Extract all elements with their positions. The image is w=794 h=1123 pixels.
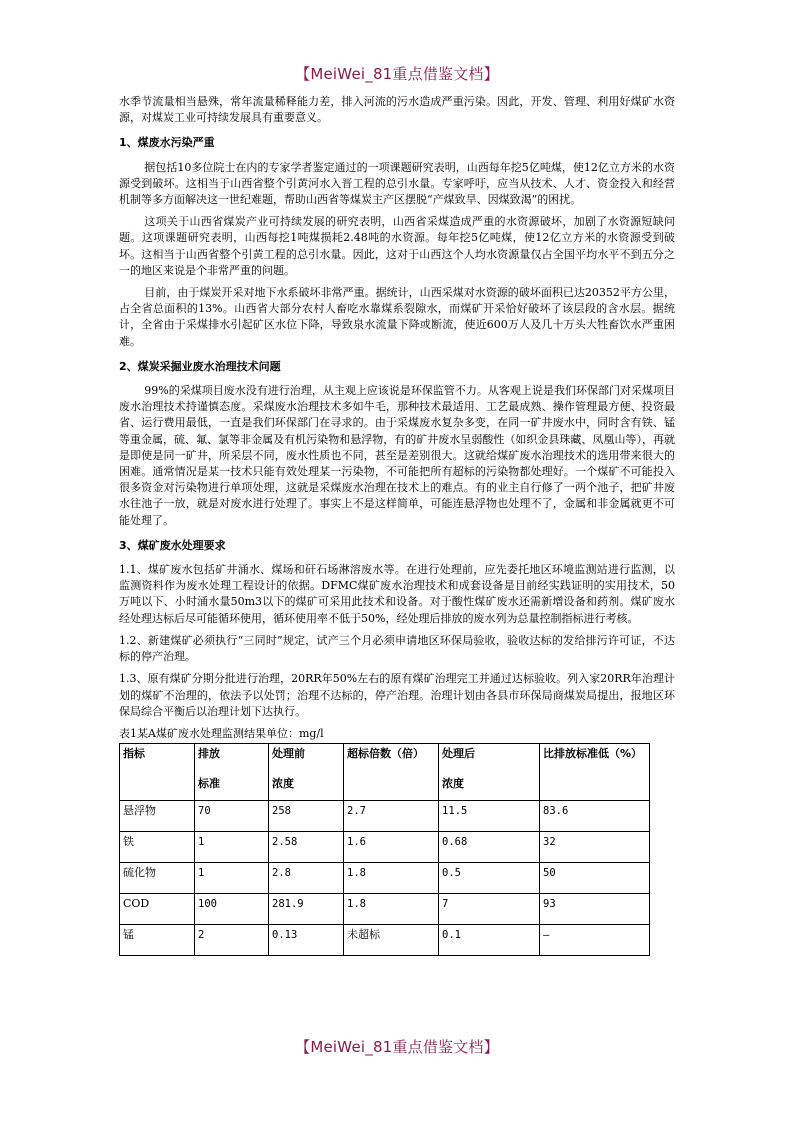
table-cell: 70 (195, 801, 269, 832)
table-cell: 0.1 (439, 925, 540, 956)
section-3-paragraph-2: 1.2、新建煤矿必须执行“三同时”规定，试产三个月必须申请地区环保局验收，验收达标的发给排污许可证，不达标的停产治理。 (119, 633, 675, 664)
table-cell: 0.68 (439, 832, 540, 863)
table-cell: 93 (540, 894, 650, 925)
section-3-title: 3、煤矿废水处理要求 (119, 538, 226, 552)
document-body (119, 94, 675, 956)
header-cell: 指标 (120, 744, 195, 801)
table-cell: 2.8 (269, 863, 344, 894)
table-cell: 2 (195, 925, 269, 956)
header-cell: 处理前 浓度 (269, 744, 344, 801)
table-cell: 7 (439, 894, 540, 925)
table-row (120, 925, 650, 956)
table-cell: 锰 (120, 925, 195, 956)
table-cell: 1.8 (344, 863, 439, 894)
table-row (120, 894, 650, 925)
table-caption: 表1某A煤矿废水处理监测结果单位：mg/l (119, 726, 324, 740)
table-cell: 硫化物 (120, 863, 195, 894)
table-cell: 1.6 (344, 832, 439, 863)
section-1-paragraph-1: 据包括10多位院士在内的专家学者鉴定通过的一项课题研究表明，山西每年挖5亿吨煤，使12亿立方米的水资源受到破坏。这相当于山西省整个引黄河水入晋工程的总引水量。专家呼吁，应当从技术、人才、资金投入和经营机制等多方面解决这一世纪难题，帮助山西省等煤炭主产区摆脱“产煤致旱、因煤致渴”的困扰。 (119, 160, 675, 207)
table-cell: 悬浮物 (120, 801, 195, 832)
monitoring-results-table (119, 743, 650, 956)
header-cell: 比排放标准低（%） (540, 744, 650, 801)
header-cell: 处理后 浓度 (439, 744, 540, 801)
table-cell: 铁 (120, 832, 195, 863)
header-banner: 【MeiWei_81重点借鉴文档】 (295, 65, 499, 83)
section-3-paragraph-1: 1.1、煤矿废水包括矿井涌水、煤场和矸石场淋溶废水等。在进行处理前，应先委托地区环境监测站进行监测，以监测资料作为废水处理工程设计的依据。DFMC煤矿废水治理技术和成套设备是目前经实践证明的实用技术，50万吨以下、小时涌水量50m3以下的煤矿可采用此技术和设备。对于酸性煤矿废水还需新增设备和药剂。煤矿废水经处理达标后尽可能循环使用，循环使用率不低于50%，经处理后排放的废水列为总量控制指标进行考核。 (119, 563, 675, 625)
table-cell: 32 (540, 832, 650, 863)
table-cell: 1.8 (344, 894, 439, 925)
table-cell: 83.6 (540, 801, 650, 832)
table-cell: 258 (269, 801, 344, 832)
table-row (120, 863, 650, 894)
table-cell: 50 (540, 863, 650, 894)
table-cell: 2.7 (344, 801, 439, 832)
table-header-row (120, 744, 650, 801)
intro-paragraph: 水季节流量相当悬殊，常年流量稀释能力差，排入河流的污水造成严重污染。因此，开发、管理、利用好煤矿水资源，对煤炭工业可持续发展具有重要意义。 (119, 95, 675, 125)
section-1-title: 1、煤废水污染严重 (119, 136, 215, 150)
table-row (120, 801, 650, 832)
section-2-paragraph-1: 99%的采煤项目废水没有进行治理，从主观上应该说是环保监管不力。从客观上说是我们环保部门对采煤项目废水治理技术持谨慎态度。采煤废水治理技术多如牛毛，那种技术最适用、工艺最成熟、操作管理最方便、投资最省、运行费用最低，一直是我们环保部门在寻求的。由于采煤废水复杂多变，在同一矿井废水中，同时含有铁、锰等重金属，硫、氟、氯等非金属及有机污染物和悬浮物，有的矿井废水呈弱酸性（如织金县珠藏、凤凰山等），再就是即使是同一矿井，所采层不同，废水性质也不同，甚至是差别很大。这就给煤矿废水治理技术的选用带来很大的困难。通常情况是某一技术只能有效处理某一污染物，不可能把所有超标的污染物都处理好。一个煤矿不可能投入很多资金对污染物进行单项处理，这就是采煤废水治理在技术上的难点。有的业主自行修了一两个池子，把矿井废水往池子一放，就是对废水进行处理了。事实上不是这样简单，可能连悬浮物也处理不了，金属和非金属就更不可能处理了。 (119, 384, 675, 527)
footer-banner: 【MeiWei_81重点借鉴文档】 (295, 1038, 499, 1056)
table-cell: COD (120, 894, 195, 925)
section-2-title: 2、煤炭采掘业废水治理技术问题 (119, 359, 281, 373)
table-cell: 1 (195, 863, 269, 894)
table-cell: 0.5 (439, 863, 540, 894)
table-cell: 0.13 (269, 925, 344, 956)
section-3-paragraph-3: 1.3、原有煤矿分期分批进行治理，20RR年50%左右的原有煤矿治理完工并通过达标验收。列入家20RR年治理计划的煤矿不治理的，依法予以处罚；治理不达标的，停产治理。治理计划由各县市环保局商煤炭局提出，报地区环保局综合平衡后以治理计划下达执行。 (119, 672, 675, 718)
header-cell: 超标倍数（倍） (344, 744, 439, 801)
table-cell: 2.58 (269, 832, 344, 863)
table-cell: 未超标 (344, 925, 439, 956)
table-cell: 11.5 (439, 801, 540, 832)
header-cell: 排放 标准 (195, 744, 269, 801)
table-row (120, 832, 650, 863)
table-cell: 1 (195, 832, 269, 863)
table-cell: — (540, 925, 650, 956)
table-cell: 100 (195, 894, 269, 925)
section-1-paragraph-2: 这项关于山西省煤炭产业可持续发展的研究表明，山西省采煤造成严重的水资源破坏，加剧了水资源短缺问题。这项课题研究表明，山西每挖1吨煤损耗2.48吨的水资源。每年挖5亿吨煤，使12亿立方米的水资源受到破坏。这相当于山西省整个引黄工程的总引水量。因此，这对于山西这个人均水资源量仅占全国平均水平不到五分之一的地区来说是个非常严重的问题。 (119, 215, 675, 277)
table-cell: 281.9 (269, 894, 344, 925)
section-1-paragraph-3: 目前，由于煤炭开采对地下水系破坏非常严重。据统计，山西采煤对水资源的破坏面积已达20352平方公里，占全省总面积的13%。山西省大部分农村人畜吃水靠煤系裂隙水，而煤矿开采恰好破坏了该层段的含水层。据统计，全省由于采煤排水引起矿区水位下降，导致泉水流量下降或断流，使近600万人及几十万头大牲畜饮水严重困难。 (119, 286, 675, 348)
